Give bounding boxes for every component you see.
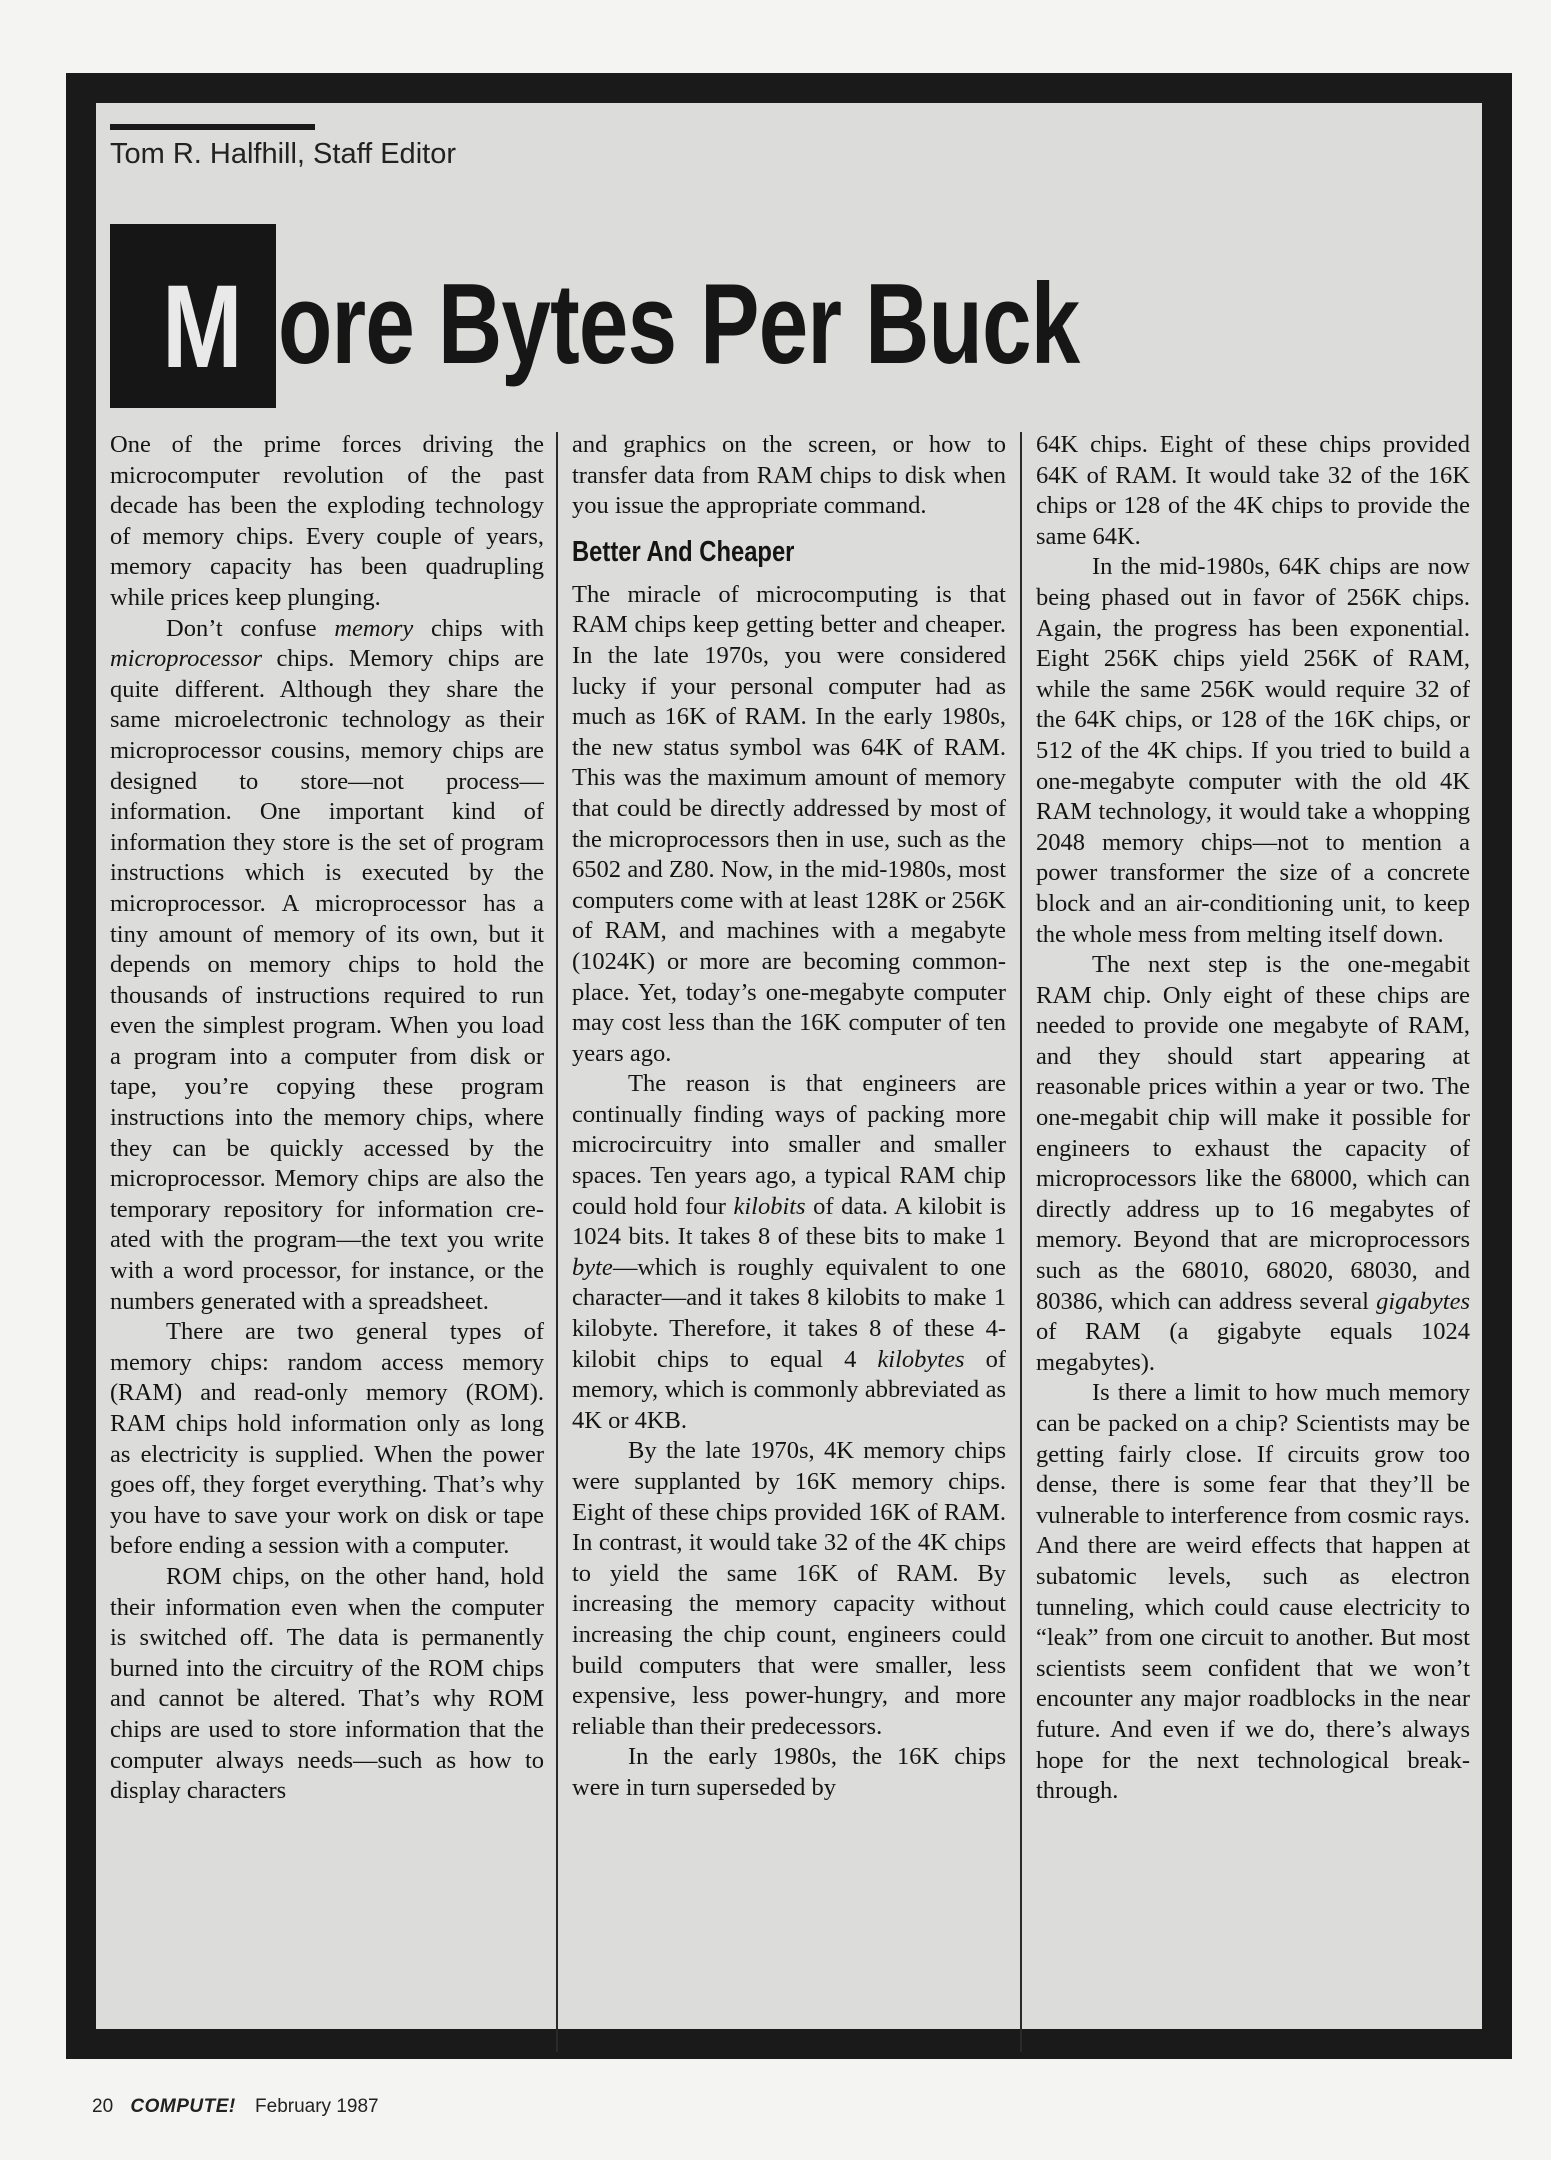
paragraph: Don’t confuse memory chips with microprocessor chips. Memory chips are quite different. Although they share the same microelectronic technology as their microprocessor cousins, memory chips are designed to store—not process—information. One important kind of information they store is the set of program instructions which is executed by the microprocessor. A microprocessor has a tiny amount of memory of its own, but it depends on memory chips to hold the thousands of instructions required to run even the simplest program. When you load a program into a computer from disk or tape, you’re copying these program instructions into the memory chips, where they can be quickly accessed by the microprocessor. Memory chips are also the temporary repository for information created with the program—the text you write with a word processor, for instance, or the numbers generated with a spreadsheet. bbox=[110, 614, 544, 1315]
title-dropcap-box bbox=[110, 224, 276, 408]
paragraph: There are two general types of memory chips: random access memory (RAM) and read-only memory (ROM). RAM chips hold information only as long as electricity is supplied. When the power goes off, they forget everything. That’s why you have to save your work on disk or tape before ending a session with a computer. bbox=[110, 1318, 544, 1560]
paragraph: In the early 1980s, the 16K chips were in turn superseded by bbox=[572, 1743, 1006, 1801]
paragraph: By the late 1970s, 4K memory chips were supplanted by 16K memory chips. Eight of these chips provided 16K of RAM. In contrast, it would take 32 of the 4K chips to yield the same 16K of RAM. By increasing the memory capacity without increasing the chip count, engineers could build computers that were smaller, less expensive, less power-hungry, and more reliable than their predecessors. bbox=[572, 1437, 1006, 1740]
column-rule bbox=[556, 432, 558, 2052]
page-number: 20 bbox=[92, 2096, 114, 2117]
paragraph: Is there a limit to how much memory can be packed on a chip? Scientists may be getting fairly close. If circuits grow too dense, there is some fear that they’ll be vulnerable to interference from cosmic rays. And there are weird effects that happen at subatomic levels, such as electron tunneling, which could cause electricity to “leak” from one circuit to another. But most scientists seem confident that we won’t encounter any major roadblocks in the near future. And even if we do, there’s always hope for the next technological breakthrough. bbox=[1036, 1379, 1470, 1805]
paragraph: 64K chips. Eight of these chips provided 64K of RAM. It would take 32 of the 16K chips or 128 of the 4K chips to provide the same 64K. bbox=[1036, 431, 1470, 550]
byline-rule bbox=[110, 124, 315, 130]
column-rule bbox=[1020, 432, 1022, 2052]
paragraph: In the mid-1980s, 64K chips are now being phased out in favor of 256K chips. Again, the progress has been exponential. Eight 256K chips yield 256K of RAM, while the same 256K would require 32 of the 64K chips, or 128 of the 16K chips, or 512 of the 4K chips. If you tried to build a one-megabyte computer with the old 4K RAM technology, it would take a whopping 2048 memory chips—not to mention a power transformer the size of a concrete block and an air-conditioning unit, to keep the whole mess from melting itself down. bbox=[1036, 553, 1470, 948]
article-column-3 bbox=[1036, 430, 1470, 2050]
paragraph: The miracle of microcomputing is that RAM chips keep getting better and cheaper. In the late 1970s, you were considered lucky if your personal computer had as much as 16K of RAM. In the early 1980s, the new status symbol was 64K of RAM. This was the maximum amount of memory that could be directly addressed by most of the microprocessors then in use, such as the 6502 and Z80. Now, in the mid-1980s, most computers come with at least 128K or 256K of RAM, and machines with a megabyte (1024K) or more are becoming commonplace. Yet, today’s one-megabyte computer may cost less than the 16K computer of ten years ago. bbox=[572, 580, 1006, 1067]
paragraph: The next step is the one-megabit RAM chip. Only eight of these chips are needed to provide one megabyte of RAM, and they should start appearing at reasonable prices within a year or two. The one-megabit chip will make it possible for engineers to exhaust the capacity of microprocessors like the 68000, which can directly address up to 16 megabytes of memory. Beyond that are microprocessors such as the 68010, 68020, 68030, and 80386, which can address several gigabytes of RAM (a gigabyte equals 1024 megabytes). bbox=[1036, 951, 1470, 1376]
section-subhead: Better And Cheaper bbox=[572, 535, 795, 568]
paragraph: The reason is that engineers are continually finding ways of packing more microcircuitry into smaller and smaller spaces. Ten years ago, a typical RAM chip could hold four kilobits of data. A kilobit is 1024 bits. It takes 8 of these bits to make 1 byte—which is roughly equivalent to one character—and it takes 8 kilobits to make 1 kilobyte. Therefore, it takes 8 of these 4-kilobit chips to equal 4 kilobytes of memory, which is commonly abbreviated as 4K or 4KB. bbox=[572, 1070, 1006, 1434]
magazine-name: COMPUTE! bbox=[130, 2096, 236, 2117]
issue-date: February 1987 bbox=[255, 2096, 379, 2117]
paragraph: and graphics on the screen, or how to transfer data from RAM chips to disk when you issue the appropriate command. bbox=[572, 431, 1006, 520]
title-dropcap-letter: M bbox=[162, 261, 243, 393]
page-footer bbox=[92, 2096, 379, 2118]
byline: Tom R. Halfhill, Staff Editor bbox=[110, 138, 456, 170]
article-column-2 bbox=[572, 430, 1006, 2050]
paragraph: One of the prime forces driving the microcomputer revolution of the past decade has been the exploding technology of memory chips. Every couple of years, memory capacity has been quadrupling while prices keep plunging. bbox=[110, 431, 544, 611]
article-column-1 bbox=[110, 430, 544, 2050]
title-text: ore Bytes Per Buck bbox=[278, 261, 1080, 388]
paragraph: ROM chips, on the other hand, hold their information even when the computer is switched off. The data is permanently burned into the circuitry of the ROM chips and cannot be altered. That’s why ROM chips are used to store information that the computer always needs—such as how to display characters bbox=[110, 1562, 544, 1805]
